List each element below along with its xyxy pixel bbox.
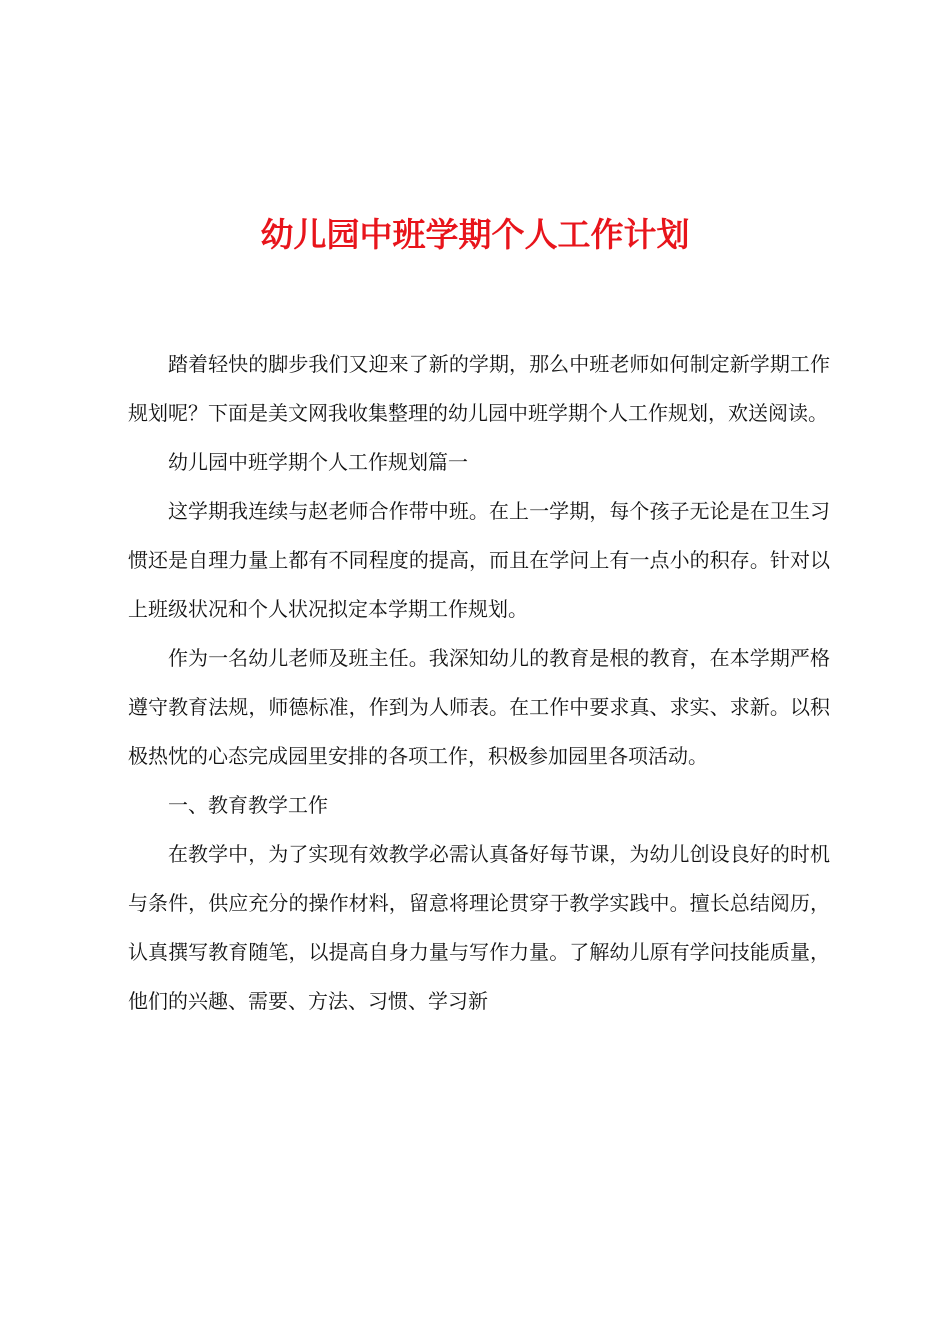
section-heading-part-one: 幼儿园中班学期个人工作规划篇一 [168, 450, 468, 474]
document-body [128, 340, 830, 1026]
intro-paragraph: 踏着轻快的脚步我们又迎来了新的学期，那么中班老师如何制定新学期工作规划呢？下面是美文网我收集整理的幼儿园中班学期个人工作规划，欢送阅读。 [128, 352, 830, 425]
section-heading-teaching-work: 一、教育教学工作 [168, 793, 328, 817]
body-paragraph: 在教学中，为了实现有效教学必需认真备好每节课，为幼儿创设良好的时机与条件，供应充分的操作材料，留意将理论贯穿于教学实践中。擅长总结阅历，认真撰写教育随笔，以提高自身力量与写作力量。了解幼儿原有学问技能质量，他们的兴趣、需要、方法、习惯、学习新 [128, 842, 830, 1013]
body-paragraph: 这学期我连续与赵老师合作带中班。在上一学期，每个孩子无论是在卫生习惯还是自理力量上都有不同程度的提高，而且在学问上有一点小的积存。针对以上班级状况和个人状况拟定本学期工作规划。 [128, 499, 830, 621]
document-title: 幼儿园中班学期个人工作计划 [260, 215, 690, 254]
body-paragraph: 作为一名幼儿老师及班主任。我深知幼儿的教育是根的教育，在本学期严格遵守教育法规，师德标准，作到为人师表。在工作中要求真、求实、求新。以积极热忱的心态完成园里安排的各项工作，积极参加园里各项活动。 [128, 646, 830, 768]
